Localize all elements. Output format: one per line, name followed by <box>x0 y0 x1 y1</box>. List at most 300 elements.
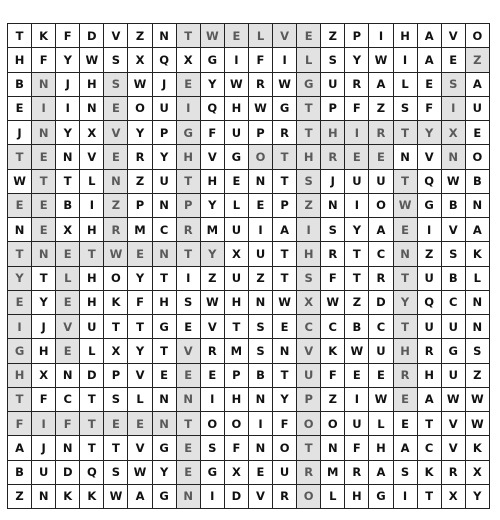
grid-cell[interactable]: E <box>201 364 225 388</box>
grid-cell[interactable]: U <box>369 339 393 363</box>
grid-cell[interactable]: Q <box>201 97 225 121</box>
grid-cell[interactable]: I <box>8 315 32 339</box>
grid-cell[interactable]: G <box>442 339 466 363</box>
grid-cell[interactable]: U <box>153 170 177 194</box>
grid-cell[interactable]: N <box>153 242 177 266</box>
grid-cell[interactable]: T <box>394 170 418 194</box>
grid-cell[interactable]: L <box>466 267 490 291</box>
grid-cell[interactable]: V <box>442 412 466 436</box>
grid-cell[interactable]: B <box>442 194 466 218</box>
grid-cell[interactable]: N <box>442 145 466 169</box>
grid-cell[interactable]: E <box>104 97 128 121</box>
grid-cell[interactable]: Z <box>369 97 393 121</box>
grid-cell[interactable]: A <box>273 218 297 242</box>
grid-cell[interactable]: P <box>249 121 273 145</box>
grid-cell[interactable]: Z <box>128 24 152 48</box>
grid-cell[interactable]: R <box>201 339 225 363</box>
grid-cell[interactable]: O <box>297 485 321 509</box>
grid-cell[interactable]: X <box>104 339 128 363</box>
grid-cell[interactable]: T <box>297 436 321 460</box>
grid-cell[interactable]: E <box>442 48 466 72</box>
grid-cell[interactable]: E <box>128 242 152 266</box>
grid-cell[interactable]: T <box>273 364 297 388</box>
grid-cell[interactable]: X <box>80 121 104 145</box>
grid-cell[interactable]: F <box>345 97 369 121</box>
grid-cell[interactable]: H <box>8 48 32 72</box>
grid-cell[interactable]: H <box>394 24 418 48</box>
grid-cell[interactable]: T <box>104 315 128 339</box>
grid-cell[interactable]: T <box>345 242 369 266</box>
grid-cell[interactable]: L <box>56 267 80 291</box>
grid-cell[interactable]: Q <box>153 48 177 72</box>
grid-cell[interactable]: Y <box>8 267 32 291</box>
grid-cell[interactable]: V <box>249 485 273 509</box>
grid-cell[interactable]: L <box>80 339 104 363</box>
grid-cell[interactable]: W <box>225 73 249 97</box>
grid-cell[interactable]: L <box>80 170 104 194</box>
grid-cell[interactable]: B <box>8 73 32 97</box>
grid-cell[interactable]: T <box>273 170 297 194</box>
grid-cell[interactable]: T <box>32 267 56 291</box>
grid-cell[interactable]: A <box>418 48 442 72</box>
grid-cell[interactable]: N <box>104 170 128 194</box>
grid-cell[interactable]: W <box>249 97 273 121</box>
grid-cell[interactable]: Z <box>128 170 152 194</box>
grid-cell[interactable]: V <box>201 315 225 339</box>
grid-cell[interactable]: T <box>418 485 442 509</box>
grid-cell[interactable]: Y <box>128 339 152 363</box>
grid-cell[interactable]: G <box>201 48 225 72</box>
grid-cell[interactable]: R <box>345 73 369 97</box>
grid-cell[interactable]: C <box>442 291 466 315</box>
grid-cell[interactable]: T <box>80 412 104 436</box>
grid-cell[interactable]: Y <box>345 218 369 242</box>
grid-cell[interactable]: K <box>466 242 490 266</box>
grid-cell[interactable]: S <box>466 339 490 363</box>
grid-cell[interactable]: M <box>225 339 249 363</box>
grid-cell[interactable]: W <box>8 170 32 194</box>
grid-cell[interactable]: N <box>249 388 273 412</box>
grid-cell[interactable]: P <box>297 388 321 412</box>
grid-cell[interactable]: V <box>104 121 128 145</box>
grid-cell[interactable]: L <box>225 194 249 218</box>
grid-cell[interactable]: T <box>177 412 201 436</box>
grid-cell[interactable]: T <box>153 339 177 363</box>
grid-cell[interactable]: O <box>466 145 490 169</box>
grid-cell[interactable]: K <box>56 485 80 509</box>
grid-cell[interactable]: C <box>321 315 345 339</box>
grid-cell[interactable]: N <box>466 194 490 218</box>
grid-cell[interactable]: G <box>297 73 321 97</box>
grid-cell[interactable]: E <box>8 291 32 315</box>
grid-cell[interactable]: N <box>394 145 418 169</box>
grid-cell[interactable]: E <box>273 315 297 339</box>
grid-cell[interactable]: O <box>273 436 297 460</box>
grid-cell[interactable]: U <box>442 315 466 339</box>
grid-cell[interactable]: S <box>442 242 466 266</box>
grid-cell[interactable]: W <box>466 412 490 436</box>
grid-cell[interactable]: I <box>32 97 56 121</box>
grid-cell[interactable]: D <box>80 364 104 388</box>
grid-cell[interactable]: E <box>177 73 201 97</box>
grid-cell[interactable]: A <box>418 388 442 412</box>
grid-cell[interactable]: V <box>128 436 152 460</box>
grid-cell[interactable]: Y <box>418 121 442 145</box>
grid-cell[interactable]: A <box>128 485 152 509</box>
grid-cell[interactable]: J <box>8 121 32 145</box>
grid-cell[interactable]: D <box>369 291 393 315</box>
grid-cell[interactable]: T <box>104 436 128 460</box>
grid-cell[interactable]: H <box>153 291 177 315</box>
grid-cell[interactable]: M <box>321 461 345 485</box>
grid-cell[interactable]: E <box>177 461 201 485</box>
grid-cell[interactable]: N <box>80 97 104 121</box>
grid-cell[interactable]: D <box>56 461 80 485</box>
grid-cell[interactable]: I <box>177 267 201 291</box>
grid-cell[interactable]: P <box>153 121 177 145</box>
grid-cell[interactable]: T <box>394 121 418 145</box>
grid-cell[interactable]: E <box>32 145 56 169</box>
grid-cell[interactable]: H <box>321 121 345 145</box>
grid-cell[interactable]: V <box>273 24 297 48</box>
grid-cell[interactable]: V <box>418 145 442 169</box>
grid-cell[interactable]: X <box>225 461 249 485</box>
grid-cell[interactable]: S <box>321 218 345 242</box>
grid-cell[interactable]: D <box>225 485 249 509</box>
grid-cell[interactable]: K <box>321 339 345 363</box>
grid-cell[interactable]: E <box>177 436 201 460</box>
grid-cell[interactable]: R <box>128 145 152 169</box>
grid-cell[interactable]: S <box>201 436 225 460</box>
grid-cell[interactable]: I <box>32 412 56 436</box>
grid-cell[interactable]: Y <box>394 291 418 315</box>
grid-cell[interactable]: H <box>80 218 104 242</box>
grid-cell[interactable]: O <box>249 145 273 169</box>
grid-cell[interactable]: R <box>345 461 369 485</box>
grid-cell[interactable]: T <box>394 315 418 339</box>
grid-cell[interactable]: T <box>128 315 152 339</box>
grid-cell[interactable]: T <box>80 436 104 460</box>
grid-cell[interactable]: S <box>297 267 321 291</box>
grid-cell[interactable]: H <box>201 170 225 194</box>
grid-cell[interactable]: V <box>442 218 466 242</box>
grid-cell[interactable]: E <box>225 24 249 48</box>
grid-cell[interactable]: U <box>418 267 442 291</box>
grid-cell[interactable]: G <box>225 145 249 169</box>
grid-cell[interactable]: E <box>177 364 201 388</box>
grid-cell[interactable]: N <box>321 436 345 460</box>
grid-cell[interactable]: Z <box>321 24 345 48</box>
grid-cell[interactable]: N <box>466 291 490 315</box>
grid-cell[interactable]: L <box>369 412 393 436</box>
grid-cell[interactable]: I <box>345 194 369 218</box>
grid-cell[interactable]: T <box>8 242 32 266</box>
grid-cell[interactable]: Y <box>56 121 80 145</box>
grid-cell[interactable]: L <box>128 388 152 412</box>
grid-cell[interactable]: S <box>104 48 128 72</box>
grid-cell[interactable]: I <box>80 194 104 218</box>
grid-cell[interactable]: W <box>466 388 490 412</box>
grid-cell[interactable]: X <box>297 291 321 315</box>
grid-cell[interactable]: E <box>249 461 273 485</box>
grid-cell[interactable]: T <box>273 267 297 291</box>
grid-cell[interactable]: Z <box>249 267 273 291</box>
grid-cell[interactable]: R <box>418 339 442 363</box>
grid-cell[interactable]: H <box>369 436 393 460</box>
grid-cell[interactable]: O <box>321 412 345 436</box>
grid-cell[interactable]: O <box>225 412 249 436</box>
grid-cell[interactable]: U <box>321 73 345 97</box>
grid-cell[interactable]: P <box>345 24 369 48</box>
grid-cell[interactable]: U <box>297 364 321 388</box>
grid-cell[interactable]: A <box>418 24 442 48</box>
grid-cell[interactable]: B <box>56 194 80 218</box>
grid-cell[interactable]: X <box>225 242 249 266</box>
grid-cell[interactable]: R <box>177 218 201 242</box>
grid-cell[interactable]: T <box>8 24 32 48</box>
grid-cell[interactable]: I <box>249 218 273 242</box>
grid-cell[interactable]: U <box>442 364 466 388</box>
grid-cell[interactable]: C <box>418 436 442 460</box>
grid-cell[interactable]: N <box>249 436 273 460</box>
grid-cell[interactable]: R <box>442 461 466 485</box>
grid-cell[interactable]: I <box>201 485 225 509</box>
grid-cell[interactable]: F <box>321 364 345 388</box>
grid-cell[interactable]: H <box>225 291 249 315</box>
grid-cell[interactable]: E <box>345 364 369 388</box>
grid-cell[interactable]: N <box>32 73 56 97</box>
grid-cell[interactable]: V <box>80 145 104 169</box>
grid-cell[interactable]: H <box>177 145 201 169</box>
grid-cell[interactable]: R <box>273 121 297 145</box>
grid-cell[interactable]: E <box>466 121 490 145</box>
grid-cell[interactable]: W <box>201 291 225 315</box>
grid-cell[interactable]: E <box>297 24 321 48</box>
grid-cell[interactable]: A <box>369 461 393 485</box>
grid-cell[interactable]: P <box>225 364 249 388</box>
grid-cell[interactable]: Z <box>8 485 32 509</box>
grid-cell[interactable]: T <box>80 388 104 412</box>
grid-cell[interactable]: I <box>297 218 321 242</box>
grid-cell[interactable]: U <box>153 97 177 121</box>
grid-cell[interactable]: U <box>32 461 56 485</box>
grid-cell[interactable]: Y <box>466 485 490 509</box>
grid-cell[interactable]: E <box>104 145 128 169</box>
grid-cell[interactable]: S <box>321 48 345 72</box>
grid-cell[interactable]: I <box>394 485 418 509</box>
grid-cell[interactable]: Z <box>345 291 369 315</box>
grid-cell[interactable]: Y <box>201 194 225 218</box>
grid-cell[interactable]: U <box>273 461 297 485</box>
grid-cell[interactable]: S <box>104 461 128 485</box>
grid-cell[interactable]: R <box>249 73 273 97</box>
grid-cell[interactable]: C <box>56 388 80 412</box>
grid-cell[interactable]: V <box>128 364 152 388</box>
grid-cell[interactable]: A <box>369 73 393 97</box>
grid-cell[interactable]: Y <box>128 121 152 145</box>
grid-cell[interactable]: U <box>225 121 249 145</box>
grid-cell[interactable]: F <box>249 48 273 72</box>
grid-cell[interactable]: U <box>466 97 490 121</box>
grid-cell[interactable]: F <box>32 388 56 412</box>
grid-cell[interactable]: I <box>273 48 297 72</box>
grid-cell[interactable]: O <box>466 24 490 48</box>
grid-cell[interactable]: K <box>418 461 442 485</box>
grid-cell[interactable]: N <box>56 145 80 169</box>
grid-cell[interactable]: Z <box>297 194 321 218</box>
grid-cell[interactable]: X <box>56 218 80 242</box>
grid-cell[interactable]: K <box>80 485 104 509</box>
grid-cell[interactable]: T <box>225 315 249 339</box>
grid-cell[interactable]: N <box>32 121 56 145</box>
grid-cell[interactable]: T <box>177 24 201 48</box>
grid-cell[interactable]: X <box>177 48 201 72</box>
grid-cell[interactable]: W <box>80 48 104 72</box>
grid-cell[interactable]: W <box>128 73 152 97</box>
grid-cell[interactable]: G <box>369 485 393 509</box>
grid-cell[interactable]: K <box>32 24 56 48</box>
grid-cell[interactable]: Q <box>418 291 442 315</box>
grid-cell[interactable]: G <box>418 194 442 218</box>
grid-cell[interactable]: E <box>56 242 80 266</box>
grid-cell[interactable]: Z <box>418 242 442 266</box>
grid-cell[interactable]: Y <box>32 291 56 315</box>
grid-cell[interactable]: A <box>466 218 490 242</box>
grid-cell[interactable]: Y <box>273 388 297 412</box>
grid-cell[interactable]: C <box>369 242 393 266</box>
grid-cell[interactable]: U <box>418 315 442 339</box>
grid-cell[interactable]: Y <box>153 145 177 169</box>
grid-cell[interactable]: S <box>104 388 128 412</box>
grid-cell[interactable]: E <box>394 412 418 436</box>
grid-cell[interactable]: Y <box>201 242 225 266</box>
grid-cell[interactable]: F <box>128 291 152 315</box>
grid-cell[interactable]: T <box>418 412 442 436</box>
grid-cell[interactable]: Y <box>201 73 225 97</box>
grid-cell[interactable]: W <box>273 73 297 97</box>
grid-cell[interactable]: W <box>128 461 152 485</box>
grid-cell[interactable]: E <box>8 194 32 218</box>
grid-cell[interactable]: W <box>104 242 128 266</box>
grid-cell[interactable]: T <box>273 145 297 169</box>
grid-cell[interactable]: H <box>345 485 369 509</box>
grid-cell[interactable]: J <box>153 73 177 97</box>
grid-cell[interactable]: O <box>297 412 321 436</box>
grid-cell[interactable]: J <box>321 170 345 194</box>
grid-cell[interactable]: P <box>273 194 297 218</box>
grid-cell[interactable]: I <box>201 388 225 412</box>
grid-cell[interactable]: N <box>177 485 201 509</box>
grid-cell[interactable]: N <box>249 170 273 194</box>
grid-cell[interactable]: N <box>394 242 418 266</box>
grid-cell[interactable]: E <box>177 315 201 339</box>
grid-cell[interactable]: T <box>32 170 56 194</box>
grid-cell[interactable]: T <box>8 388 32 412</box>
grid-cell[interactable]: F <box>273 412 297 436</box>
grid-cell[interactable]: E <box>394 218 418 242</box>
grid-cell[interactable]: Z <box>466 364 490 388</box>
grid-cell[interactable]: Y <box>128 267 152 291</box>
grid-cell[interactable]: E <box>369 145 393 169</box>
grid-cell[interactable]: S <box>104 73 128 97</box>
grid-cell[interactable]: T <box>297 97 321 121</box>
grid-cell[interactable]: V <box>201 145 225 169</box>
grid-cell[interactable]: W <box>442 170 466 194</box>
grid-cell[interactable]: T <box>56 170 80 194</box>
grid-cell[interactable]: R <box>273 485 297 509</box>
grid-cell[interactable]: H <box>297 242 321 266</box>
grid-cell[interactable]: V <box>297 339 321 363</box>
grid-cell[interactable]: A <box>8 436 32 460</box>
grid-cell[interactable]: L <box>394 73 418 97</box>
grid-cell[interactable]: F <box>345 436 369 460</box>
grid-cell[interactable]: S <box>297 170 321 194</box>
grid-cell[interactable]: S <box>394 97 418 121</box>
grid-cell[interactable]: Q <box>418 170 442 194</box>
grid-cell[interactable]: L <box>249 24 273 48</box>
grid-cell[interactable]: Z <box>321 388 345 412</box>
grid-cell[interactable]: U <box>345 170 369 194</box>
grid-cell[interactable]: E <box>249 194 273 218</box>
grid-cell[interactable]: B <box>345 315 369 339</box>
grid-cell[interactable]: T <box>177 242 201 266</box>
grid-cell[interactable]: H <box>297 145 321 169</box>
grid-cell[interactable]: R <box>297 461 321 485</box>
grid-cell[interactable]: N <box>249 291 273 315</box>
grid-cell[interactable]: S <box>442 73 466 97</box>
grid-cell[interactable]: G <box>273 97 297 121</box>
grid-cell[interactable]: E <box>56 291 80 315</box>
grid-cell[interactable]: S <box>394 461 418 485</box>
grid-cell[interactable]: E <box>345 145 369 169</box>
grid-cell[interactable]: I <box>345 121 369 145</box>
grid-cell[interactable]: E <box>418 73 442 97</box>
grid-cell[interactable]: N <box>466 315 490 339</box>
grid-cell[interactable]: W <box>442 388 466 412</box>
grid-cell[interactable]: Y <box>56 48 80 72</box>
grid-cell[interactable]: D <box>80 24 104 48</box>
grid-cell[interactable]: O <box>128 97 152 121</box>
grid-cell[interactable]: C <box>153 218 177 242</box>
grid-cell[interactable]: H <box>394 339 418 363</box>
grid-cell[interactable]: Z <box>466 48 490 72</box>
grid-cell[interactable]: U <box>249 242 273 266</box>
grid-cell[interactable]: F <box>418 97 442 121</box>
grid-cell[interactable]: N <box>32 242 56 266</box>
grid-cell[interactable]: J <box>32 436 56 460</box>
grid-cell[interactable]: X <box>442 121 466 145</box>
grid-cell[interactable]: N <box>8 218 32 242</box>
grid-cell[interactable]: T <box>153 267 177 291</box>
grid-cell[interactable]: B <box>442 267 466 291</box>
grid-cell[interactable]: Y <box>345 48 369 72</box>
grid-cell[interactable]: U <box>345 412 369 436</box>
grid-cell[interactable]: Y <box>153 461 177 485</box>
grid-cell[interactable]: E <box>32 218 56 242</box>
grid-cell[interactable]: H <box>80 73 104 97</box>
grid-cell[interactable]: T <box>80 242 104 266</box>
grid-cell[interactable]: L <box>297 48 321 72</box>
grid-cell[interactable]: N <box>153 194 177 218</box>
grid-cell[interactable]: B <box>249 364 273 388</box>
grid-cell[interactable]: R <box>321 242 345 266</box>
grid-cell[interactable]: P <box>321 97 345 121</box>
grid-cell[interactable]: A <box>466 73 490 97</box>
grid-cell[interactable]: W <box>369 388 393 412</box>
grid-cell[interactable]: E <box>369 364 393 388</box>
grid-cell[interactable]: Q <box>80 461 104 485</box>
grid-cell[interactable]: H <box>80 267 104 291</box>
